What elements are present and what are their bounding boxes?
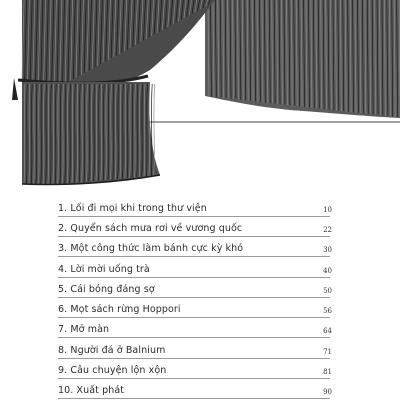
toc-entry-title: 8. Người đá ở Balnium [58,345,166,356]
toc-entry[interactable] [58,340,330,359]
toc-entry-title: 10. Xuất phát [58,385,125,396]
toc-entry-page: 81 [323,368,332,376]
toc-entry-page: 71 [323,348,332,356]
toc-entry-page: 56 [323,307,332,315]
stage-curtain-illustration [0,0,400,195]
toc-entry[interactable] [58,319,330,338]
toc-entry[interactable] [58,380,330,399]
left-curtain-skirt-folds [24,84,155,184]
toc-entry[interactable] [58,238,330,257]
curtain-tieback-tassel [12,78,18,100]
toc-entry[interactable] [58,279,330,298]
toc-entry-title: 4. Lời mời uống trà [58,264,150,275]
toc-entry-title: 1. Lối đi mọi khi trong thư viện [58,203,207,214]
toc-entry-title: 2. Quyển sách mưa rơi về vương quốc [58,223,243,234]
toc-entry-page: 64 [323,327,332,335]
toc-entry-page: 90 [323,388,332,396]
toc-entry-title: 9. Câu chuyện lộn xộn [58,365,167,376]
toc-entry-page: 30 [323,246,332,254]
toc-entry[interactable] [58,198,330,217]
toc-entry[interactable] [58,360,330,379]
toc-entry-title: 5. Cái bóng đáng sợ [58,284,155,295]
toc-entry[interactable] [58,259,330,278]
toc-entry-page: 40 [323,267,332,275]
toc-entry-page: 10 [323,206,332,214]
toc-entry[interactable] [58,218,330,237]
toc-entry-page: 50 [323,287,332,295]
toc-entry-title: 7. Mở màn [58,324,110,335]
toc-entry-title: 6. Mọt sách rừng Hoppori [58,304,181,315]
toc-entry-title: 3. Một công thức làm bánh cực kỳ khó [58,243,244,254]
toc-entry[interactable] [58,299,330,318]
table-of-contents [0,198,400,400]
toc-entry-page: 22 [323,226,332,234]
